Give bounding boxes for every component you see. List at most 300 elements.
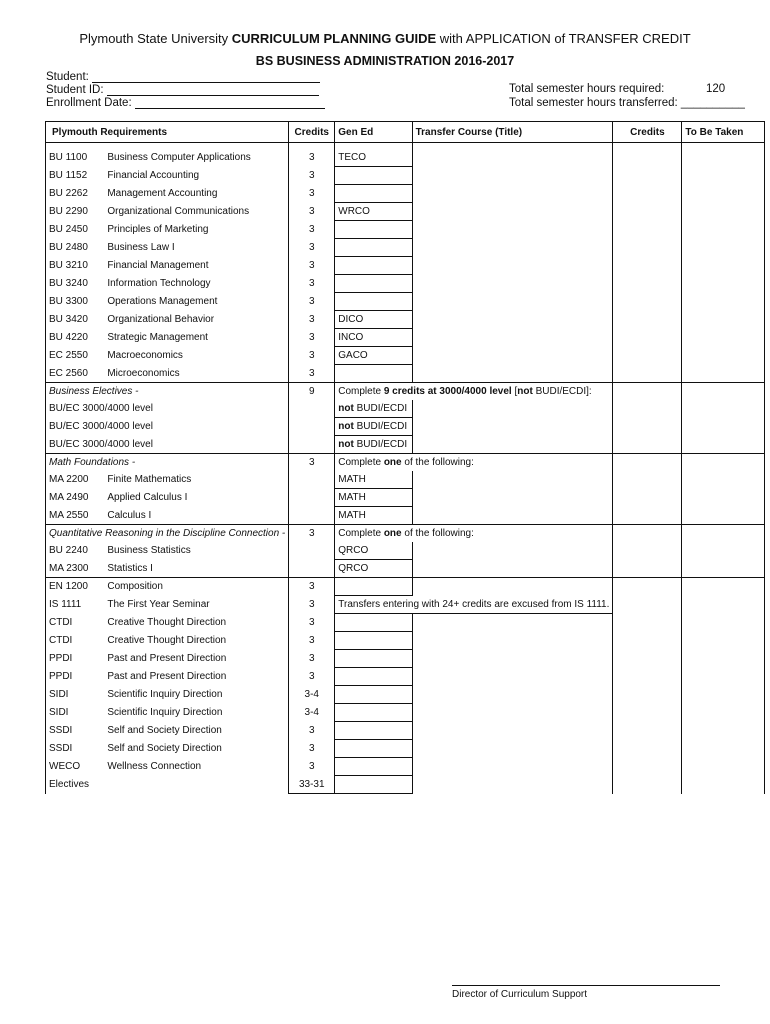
transfer-course-cell [412, 418, 613, 436]
program-title: BS BUSINESS ADMINISTRATION 2016-2017 [255, 54, 515, 68]
course-credits [289, 489, 335, 507]
col-transfer-course: Transfer Course (Title) [412, 122, 613, 143]
transfer-course-cell [412, 400, 613, 418]
course-name: Information Technology [104, 275, 288, 293]
section-label: Quantitative Reasoning in the Discipline Connection - [46, 525, 289, 543]
col-credits: Credits [289, 122, 335, 143]
course-credits [289, 436, 335, 454]
title-middle: with [436, 31, 466, 46]
course-credits: 3 [289, 185, 335, 203]
course-code: BU 2480 [46, 239, 105, 257]
course-code: BU 2240 [46, 542, 105, 560]
course-credits: 3 [289, 239, 335, 257]
transfer-credits-cell [613, 454, 682, 472]
transfer-credits-cell [613, 507, 682, 525]
course-name: Management Accounting [104, 185, 288, 203]
course-credits [289, 542, 335, 560]
course-name: Finite Mathematics [104, 471, 288, 489]
col-transfer-credits: Credits [613, 122, 682, 143]
note-mid: [ [511, 386, 518, 397]
course-name: Microeconomics [104, 365, 288, 383]
course-credits: 3 [289, 650, 335, 668]
title-suffix: APPLICATION of TRANSFER CREDIT [465, 31, 691, 46]
to-be-taken-cell [682, 471, 765, 489]
course-name: Financial Accounting [104, 167, 288, 185]
to-be-taken-cell [682, 758, 765, 776]
transfer-course-cell [412, 740, 613, 758]
course-code: PPDI [46, 668, 105, 686]
course-credits: 3 [289, 257, 335, 275]
transfer-credits-cell [613, 257, 682, 275]
student-line[interactable] [92, 70, 320, 83]
course-code: SIDI [46, 704, 105, 722]
course-code: SSDI [46, 740, 105, 758]
gen-ed-cell [335, 776, 412, 794]
course-name: Business Law I [104, 239, 288, 257]
gen-ed-bold: not [338, 421, 354, 432]
to-be-taken-cell [682, 578, 765, 596]
note-bold: one [383, 528, 402, 539]
to-be-taken-cell [682, 275, 765, 293]
transfer-credits-cell [613, 293, 682, 311]
course-name: Past and Present Direction [104, 650, 288, 668]
transfer-course-cell [412, 365, 613, 383]
course-code: BU 3300 [46, 293, 105, 311]
course-credits: 3 [289, 365, 335, 383]
gen-ed-cell [335, 632, 412, 650]
transfer-course-cell [412, 167, 613, 185]
transfer-course-cell [412, 560, 613, 578]
gen-ed-cell [335, 275, 412, 293]
to-be-taken-cell [682, 167, 765, 185]
course-name: Statistics I [104, 560, 288, 578]
to-be-taken-cell [682, 293, 765, 311]
gen-ed-cell [335, 758, 412, 776]
course-name: Financial Management [104, 257, 288, 275]
curriculum-table [45, 121, 765, 794]
table-row [46, 329, 765, 347]
gen-ed-cell [335, 418, 412, 436]
course-code: CTDI [46, 614, 105, 632]
transfer-credits-cell [613, 740, 682, 758]
transfer-course-cell [412, 185, 613, 203]
transfer-credits-cell [613, 489, 682, 507]
course-code: MA 2490 [46, 489, 105, 507]
transfer-course-cell [412, 704, 613, 722]
student-id-label: Student ID: [46, 84, 104, 96]
to-be-taken-cell [682, 311, 765, 329]
course-name: Self and Society Direction [104, 722, 288, 740]
to-be-taken-cell [682, 560, 765, 578]
table-body [46, 149, 765, 794]
signature-line[interactable] [452, 985, 720, 986]
course-name: Applied Calculus I [104, 489, 288, 507]
table-row [46, 507, 765, 525]
course-name: Creative Thought Direction [104, 632, 288, 650]
table-row [46, 221, 765, 239]
transfer-course-cell [412, 311, 613, 329]
gen-ed-cell [335, 686, 412, 704]
col-requirements: Plymouth Requirements [46, 122, 289, 143]
transfer-course-cell [412, 293, 613, 311]
transfer-credits-cell [613, 149, 682, 167]
course-name: BU/EC 3000/4000 level [46, 400, 289, 418]
transfer-course-cell [412, 489, 613, 507]
section-credits: 3 [289, 525, 335, 543]
gen-ed-cell: MATH [335, 507, 412, 525]
course-name: Self and Society Direction [104, 740, 288, 758]
course-code: EN 1200 [46, 578, 105, 596]
enrollment-date-field[interactable] [46, 96, 325, 109]
section-note [335, 525, 613, 543]
row-note: Transfers entering with 24+ credits are excused from IS 1111. [335, 596, 613, 614]
note-bold: one [383, 457, 402, 468]
col-gen-ed: Gen Ed [335, 122, 412, 143]
to-be-taken-cell [682, 632, 765, 650]
table-row [46, 167, 765, 185]
to-be-taken-cell [682, 686, 765, 704]
table-row [46, 525, 765, 543]
gen-ed-cell: DICO [335, 311, 412, 329]
section-label: Business Electives - [46, 383, 289, 401]
table-row [46, 758, 765, 776]
gen-ed-cell [335, 400, 412, 418]
transfer-course-cell [412, 776, 613, 794]
course-code: BU 1152 [46, 167, 105, 185]
section-note [335, 383, 613, 401]
course-credits: 3 [289, 722, 335, 740]
transfer-credits-cell [613, 758, 682, 776]
course-name: Organizational Behavior [104, 311, 288, 329]
course-name: Composition [104, 578, 288, 596]
transfer-course-cell [412, 632, 613, 650]
gen-ed-cell [335, 221, 412, 239]
gen-ed-cell: QRCO [335, 560, 412, 578]
section-note [335, 454, 613, 472]
note-prefix: Complete [338, 457, 384, 468]
transfer-credits-cell [613, 722, 682, 740]
transfer-course-cell [412, 149, 613, 167]
course-credits: 3 [289, 203, 335, 221]
transfer-credits-cell [613, 668, 682, 686]
course-code: MA 2200 [46, 471, 105, 489]
document-title [0, 31, 770, 46]
transfer-credits-cell [613, 221, 682, 239]
transfer-credits-cell [613, 311, 682, 329]
table-row [46, 542, 765, 560]
to-be-taken-cell [682, 525, 765, 543]
course-code: MA 2300 [46, 560, 105, 578]
gen-ed-bold: not [338, 439, 354, 450]
course-code: SSDI [46, 722, 105, 740]
course-credits: 3 [289, 740, 335, 758]
note-prefix: Complete [338, 386, 384, 397]
course-name: Principles of Marketing [104, 221, 288, 239]
to-be-taken-cell [682, 149, 765, 167]
table-row [46, 311, 765, 329]
gen-ed-cell: QRCO [335, 542, 412, 560]
table-row [46, 436, 765, 454]
signature-label: Director of Curriculum Support [452, 989, 588, 1000]
table-row [46, 275, 765, 293]
to-be-taken-cell [682, 329, 765, 347]
to-be-taken-cell [682, 185, 765, 203]
note-bold-2: not [517, 386, 533, 397]
transfer-credits-cell [613, 203, 682, 221]
course-credits: 33-31 [289, 776, 335, 794]
table-row [46, 418, 765, 436]
to-be-taken-cell [682, 203, 765, 221]
transfer-credits-cell [613, 632, 682, 650]
table-row [46, 149, 765, 167]
gen-ed-text: BUDI/ECDI [353, 439, 408, 450]
course-credits: 3 [289, 311, 335, 329]
course-code: SIDI [46, 686, 105, 704]
course-credits: 3-4 [289, 686, 335, 704]
note-bold: 9 credits at 3000/4000 level [383, 386, 512, 397]
student-id-line[interactable] [107, 83, 319, 96]
table-row [46, 740, 765, 758]
course-credits [289, 471, 335, 489]
table-row [46, 365, 765, 383]
course-credits: 3 [289, 578, 335, 596]
to-be-taken-cell [682, 614, 765, 632]
to-be-taken-cell [682, 740, 765, 758]
to-be-taken-cell [682, 704, 765, 722]
course-credits: 3 [289, 293, 335, 311]
course-name: BU/EC 3000/4000 level [46, 436, 289, 454]
table-row [46, 347, 765, 365]
to-be-taken-cell [682, 489, 765, 507]
to-be-taken-cell [682, 596, 765, 614]
to-be-taken-cell [682, 722, 765, 740]
transfer-course-cell [412, 722, 613, 740]
gen-ed-text: BUDI/ECDI [353, 403, 408, 414]
gen-ed-cell [335, 722, 412, 740]
course-credits: 3 [289, 668, 335, 686]
table-row [46, 650, 765, 668]
course-code: CTDI [46, 632, 105, 650]
table-row [46, 686, 765, 704]
transfer-credits-cell [613, 560, 682, 578]
hours-required-label: Total semester hours required: [509, 83, 665, 95]
course-name: Past and Present Direction [104, 668, 288, 686]
transfer-credits-cell [613, 471, 682, 489]
to-be-taken-cell [682, 257, 765, 275]
section-label: Math Foundations - [46, 454, 289, 472]
course-credits [289, 400, 335, 418]
transfer-course-cell [412, 668, 613, 686]
enrollment-label: Enrollment Date: [46, 97, 132, 109]
transfer-credits-cell [613, 436, 682, 454]
title-prefix: Plymouth State University [79, 31, 232, 46]
to-be-taken-cell [682, 400, 765, 418]
gen-ed-cell: MATH [335, 489, 412, 507]
course-code: Electives [46, 776, 105, 794]
gen-ed-cell [335, 704, 412, 722]
transfer-credits-cell [613, 329, 682, 347]
course-credits: 3 [289, 614, 335, 632]
course-credits: 3 [289, 167, 335, 185]
transfer-credits-cell [613, 596, 682, 614]
course-name: Scientific Inquiry Direction [104, 686, 288, 704]
transfer-course-cell [412, 471, 613, 489]
course-name: Macroeconomics [104, 347, 288, 365]
to-be-taken-cell [682, 221, 765, 239]
gen-ed-cell: MATH [335, 471, 412, 489]
table-row [46, 383, 765, 401]
course-code: EC 2560 [46, 365, 105, 383]
transfer-credits-cell [613, 275, 682, 293]
table-row [46, 578, 765, 596]
to-be-taken-cell [682, 650, 765, 668]
transfer-credits-cell [613, 578, 682, 596]
transfer-credits-cell [613, 418, 682, 436]
table-row [46, 722, 765, 740]
gen-ed-cell [335, 740, 412, 758]
course-credits: 3 [289, 329, 335, 347]
gen-ed-cell [335, 167, 412, 185]
to-be-taken-cell [682, 436, 765, 454]
to-be-taken-cell [682, 776, 765, 794]
table-row [46, 400, 765, 418]
course-name: BU/EC 3000/4000 level [46, 418, 289, 436]
table-row [46, 293, 765, 311]
course-credits: 3 [289, 632, 335, 650]
to-be-taken-cell [682, 365, 765, 383]
to-be-taken-cell [682, 347, 765, 365]
to-be-taken-cell [682, 383, 765, 401]
hours-transferred-label: Total semester hours transferred: __________ [509, 97, 745, 109]
gen-ed-cell [335, 239, 412, 257]
transfer-course-cell [412, 436, 613, 454]
transfer-credits-cell [613, 542, 682, 560]
transfer-course-cell [412, 329, 613, 347]
course-credits: 3 [289, 347, 335, 365]
course-name: Calculus I [104, 507, 288, 525]
note-prefix: Complete [338, 528, 384, 539]
transfer-credits-cell [613, 776, 682, 794]
gen-ed-cell [335, 257, 412, 275]
course-name: Creative Thought Direction [104, 614, 288, 632]
course-code: IS 1111 [46, 596, 105, 614]
table-row [46, 560, 765, 578]
table-row [46, 668, 765, 686]
course-name: Wellness Connection [104, 758, 288, 776]
gen-ed-cell [335, 293, 412, 311]
gen-ed-bold: not [338, 403, 354, 414]
transfer-credits-cell [613, 650, 682, 668]
gen-ed-cell: INCO [335, 329, 412, 347]
to-be-taken-cell [682, 668, 765, 686]
transfer-credits-cell [613, 239, 682, 257]
transfer-credits-cell [613, 686, 682, 704]
transfer-course-cell [412, 650, 613, 668]
course-code: BU 2262 [46, 185, 105, 203]
col-to-be-taken: To Be Taken [682, 122, 765, 143]
course-name: Business Statistics [104, 542, 288, 560]
gen-ed-cell [335, 614, 412, 632]
enrollment-line[interactable] [135, 96, 325, 109]
table-row [46, 454, 765, 472]
course-name [104, 776, 288, 794]
table-row [46, 632, 765, 650]
gen-ed-cell [335, 185, 412, 203]
student-id-field[interactable] [46, 83, 319, 96]
to-be-taken-cell [682, 418, 765, 436]
course-credits: 3 [289, 149, 335, 167]
table-row [46, 185, 765, 203]
course-code: EC 2550 [46, 347, 105, 365]
transfer-credits-cell [613, 347, 682, 365]
course-credits [289, 560, 335, 578]
course-name: Scientific Inquiry Direction [104, 704, 288, 722]
to-be-taken-cell [682, 454, 765, 472]
course-code: BU 3240 [46, 275, 105, 293]
gen-ed-cell [335, 650, 412, 668]
course-credits [289, 418, 335, 436]
course-code: BU 4220 [46, 329, 105, 347]
course-code: BU 3420 [46, 311, 105, 329]
gen-ed-cell: TECO [335, 149, 412, 167]
transfer-course-cell [412, 614, 613, 632]
transfer-credits-cell [613, 167, 682, 185]
gen-ed-cell [335, 436, 412, 454]
table-row [46, 471, 765, 489]
note-suffix: of the following: [401, 457, 474, 468]
transfer-course-cell [412, 203, 613, 221]
table-row [46, 776, 765, 794]
to-be-taken-cell [682, 507, 765, 525]
transfer-credits-cell [613, 365, 682, 383]
student-field[interactable] [46, 70, 320, 83]
course-name: Business Computer Applications [104, 149, 288, 167]
transfer-course-cell [412, 507, 613, 525]
transfer-course-cell [412, 686, 613, 704]
to-be-taken-cell [682, 542, 765, 560]
transfer-course-cell [412, 221, 613, 239]
note-suffix: BUDI/ECDI]: [532, 386, 592, 397]
transfer-credits-cell [613, 400, 682, 418]
table-row [46, 704, 765, 722]
hours-required-value: 120 [706, 83, 726, 95]
transfer-course-cell [412, 239, 613, 257]
section-credits: 3 [289, 454, 335, 472]
transfer-course-cell [412, 758, 613, 776]
course-credits: 3 [289, 596, 335, 614]
to-be-taken-cell [682, 239, 765, 257]
gen-ed-cell [335, 578, 412, 596]
course-credits [289, 507, 335, 525]
course-code: BU 3210 [46, 257, 105, 275]
table-row [46, 239, 765, 257]
course-name: Organizational Communications [104, 203, 288, 221]
transfer-credits-cell [613, 383, 682, 401]
transfer-credits-cell [613, 614, 682, 632]
transfer-course-cell [412, 275, 613, 293]
table-row [46, 596, 765, 614]
gen-ed-cell [335, 668, 412, 686]
title-bold: CURRICULUM PLANNING GUIDE [231, 31, 437, 46]
course-credits: 3 [289, 275, 335, 293]
course-name: Operations Management [104, 293, 288, 311]
course-code: WECO [46, 758, 105, 776]
transfer-course-cell [412, 578, 613, 596]
transfer-course-cell [412, 542, 613, 560]
course-code: MA 2550 [46, 507, 105, 525]
gen-ed-cell: GACO [335, 347, 412, 365]
table-row [46, 614, 765, 632]
